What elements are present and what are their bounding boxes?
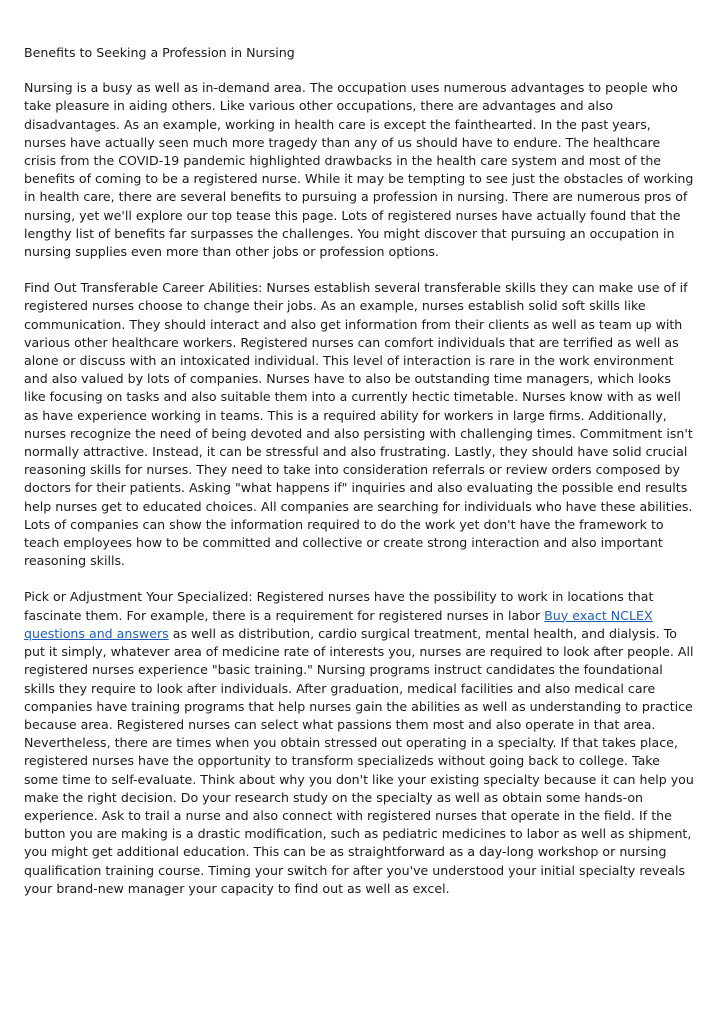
paragraph-specialty-text-after: as well as distribution, cardio surgical treatment, mental health, and dialysis. To put it simply, whatever area of medicine rate of interests you, nurses are required to look after people. All registered nurses experience "basic training." Nursing programs instruct candidates the foundational skills they require to look after individuals. After graduation, medical facilities and also medical care companies have training programs that help nurses gain the abilities as well as understanding to practice because area. Registered nurses can select what passions them most and also operate in that area. Nevertheless, there are times when you obtain stressed out operating in a specialty. If that takes place, registered nurses have the opportunity to transform specializeds without going back to college. Take some time to self-evaluate. Think about why you don't like your existing specialty because it can help you make the right decision. Do your research study on the specialty as well as obtain some hands-on experience. Ask to trail a nurse and also connect with registered nurses that operate in the field. If the button you are making is a drastic modification, such as pediatric medicines to labor as well as shipment, you might get additional education. This can be as straightforward as a day-long workshop or nursing qualification training course. Timing your switch for after you've understood your initial specialty reveals your brand-new manager your capacity to find out as well as excel. bbox=[24, 625, 694, 896]
document-page bbox=[24, 44, 696, 916]
paragraph-intro: Nursing is a busy as well as in-demand area. The occupation uses numerous advantages to people who take pleasure in aiding others. Like various other occupations, there are advantages and also disadvantages. As an example, working in health care is except the fainthearted. In the past years, nurses have actually seen much more tragedy than any of us should have to endure. The healthcare crisis from the COVID-19 pandemic highlighted drawbacks in the health care system and most of the benefits of coming to be a registered nurse. While it may be tempting to see just the obstacles of working in health care, there are several benefits to pursuing a profession in nursing. There are numerous pros of nursing, yet we'll explore our top tease this page. Lots of registered nurses have actually found that the lengthy list of benefits far surpasses the challenges. You might discover that pursuing an occupation in nursing supplies even more than other jobs or profession options. bbox=[24, 80, 694, 260]
nclex-link[interactable]: Buy exact NCLEX questions and answers bbox=[24, 607, 653, 641]
document-title: Benefits to Seeking a Profession in Nursing bbox=[24, 45, 295, 60]
paragraph-specialty-text-before: Pick or Adjustment Your Specialized: Registered nurses have the possibility to work in locations that fascinate them. For example, there is a requirement for registered nurses in labor bbox=[24, 589, 654, 623]
paragraph-specialty bbox=[24, 588, 696, 897]
paragraph-transferable-skills: Find Out Transferable Career Abilities: Nurses establish several transferable skills they can make use of if registered nurses choose to change their jobs. As an example, nurses establish solid soft skills like communication. They should interact and also get information from their clients as well as team up with various other healthcare workers. Registered nurses can comfort individuals that are terrified as well as alone or discuss with an intoxicated individual. This level of interaction is rare in the work environment and also valued by lots of companies. Nurses have to also be outstanding time managers, which looks like focusing on tasks and also suitable them into a currently hectic timetable. Nurses know with as well as have experience working in teams. This is a required ability for workers in large firms. Additionally, nurses recognize the need of being devoted and also persisting with challenging times. Commitment isn't normally attractive. Instead, it can be stressful and also frustrating. Lastly, they should have solid crucial reasoning skills for nurses. They need to take into consideration referrals or review orders composed by doctors for their patients. Asking "what happens if" inquiries and also evaluating the possible end results help nurses get to educated choices. All companies are searching for individuals who have these abilities. Lots of companies can show the information required to do the work yet don't have the framework to teach employees how to be committed and collective or create strong interaction and also important reasoning skills. bbox=[24, 280, 693, 569]
